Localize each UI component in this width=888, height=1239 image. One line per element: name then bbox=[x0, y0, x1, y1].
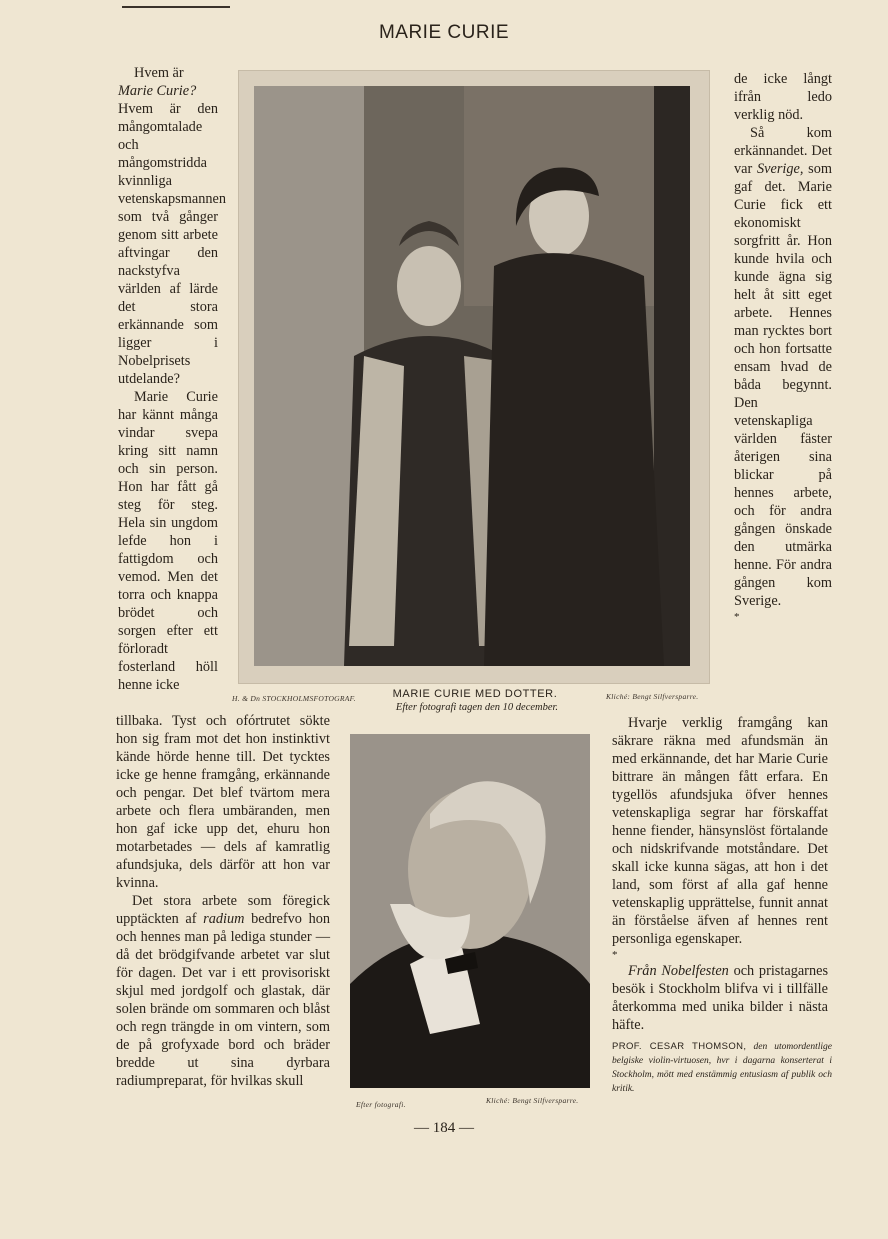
paragraph: Hvem är bbox=[134, 65, 184, 81]
photo-marie-curie-with-daughter bbox=[254, 86, 690, 666]
photo-cesar-thomson-portrait bbox=[350, 734, 590, 1088]
left-narrow-column bbox=[118, 64, 226, 694]
emphasis-nobelfesten: Från Nobelfesten bbox=[628, 963, 729, 979]
portrait-caption bbox=[612, 1040, 832, 1096]
emphasis-sverige: Sverige, bbox=[756, 161, 804, 177]
paragraph bbox=[116, 892, 330, 1090]
page-number: — 184 — bbox=[414, 1120, 474, 1136]
header-rule bbox=[122, 6, 230, 8]
cliche-credit: Kliché: Bengt Silfversparre. bbox=[606, 692, 699, 701]
cliche-credit: Kliché: Bengt Silfversparre. bbox=[486, 1096, 579, 1105]
text-span: Så kom erkännandet. Det var bbox=[734, 125, 832, 177]
text-span: bedrefvo hon och hennes man på lediga stunder — då det brödgifvande arbetet var slut för dagen. Det var i ett provisoriskt skjul med jordgolf och glastak, där solen brände om sommaren och blåst och regn trängde in om vintern, som de på grofyxade bord och bräder bredde ut sina dyrbara radiumpreparat, för hvilkas skull bbox=[116, 911, 331, 1089]
photo-caption-subtitle: Efter fotografi tagen den 10 december. bbox=[395, 702, 559, 713]
right-narrow-column bbox=[734, 70, 832, 624]
paragraph bbox=[612, 962, 828, 1034]
text-span: och pristagarnes besök i Stockholm blifva vi i tillfälle återkomma med unika bilder i nästa häfte. bbox=[612, 963, 829, 1033]
photo-credit: Efter fotografi. bbox=[356, 1100, 406, 1109]
left-wide-column bbox=[116, 712, 330, 1090]
page-title: MARIE CURIE bbox=[378, 22, 510, 43]
paragraph: de icke långt ifrån ledo verklig nöd. bbox=[734, 71, 832, 123]
right-wide-column bbox=[612, 714, 828, 1034]
paragraph bbox=[734, 124, 832, 610]
paragraph: Marie Curie har kännt många vindar svepa kring sitt namn och sin person. Hon har fått gå steg för steg. Hela sin ungdom lefde hon i fattigdom och vemod. Men det torra och knappa brödet och sorgen efter ett förloradt fosterland höll henne icke bbox=[118, 389, 218, 693]
paragraph: Hvarje verklig framgång kan säkrare räkna med afundsmän än med erkännande, det har Marie Curie bittrare än mången fått erfara. En tygellös afundsjuka öfver hennes vetenskapliga segrar har förskaffat henne fiender, hänsynslöst förtalande och nidskrifvande motståndare. Det skall icke kunna sägas, att hon i det land, som först af alla gaf henne vetenskaplig upprättelse, funnit annat än förståelse äfven af hennes rent personliga egenskaper. bbox=[612, 715, 828, 947]
emphasis-radium: radium bbox=[203, 911, 245, 927]
photo-caption-title: MARIE CURIE MED DOTTER. bbox=[392, 688, 558, 700]
section-divider: * bbox=[612, 949, 618, 961]
caption-name: PROF. CESAR THOMSON, bbox=[612, 1041, 747, 1052]
text-span: som gaf det. Marie Curie fick ett ekonomiskt sorgfritt år. Hon kunde hvila och kunde ägna sig helt åt sitt eget arbete. Hennes man rycktes bort och hon fortsatte ensam hvad de båda begynnt. Den vetenskapliga världen fäster återigen sina blickar på hennes arbete, och för andra gången önskade den utmärka henne. För andra gången kom Sverige. bbox=[734, 161, 832, 609]
photo-credit: H. & Dn STOCKHOLMSFOTOGRAF. bbox=[232, 694, 356, 703]
paragraph: Marie Curie? bbox=[118, 83, 197, 99]
text-span: Det stora arbete som föregick upptäckten af bbox=[116, 893, 330, 927]
paragraph: tillbaka. Tyst och ofórtrutet sökte hon sig fram mot det hon instinktivt kände hörde henne till. Det tycktes icke ge henne framgång, erkännande och pengar. Det blef tvärtom mera arbete och flera umbäranden, men hon gaf icke upp det, ehuru hon motarbetades — dels af kamratlig afundsjuka, dels därför att hon var kvinna. bbox=[116, 713, 330, 891]
section-divider: * bbox=[734, 611, 740, 623]
caption-text: den utomordentlige belgiske violin-virtuosen, hvr i dagarna konserterat i Stockholm, mött med enstämmig entusiasm af publik och kritik. bbox=[612, 1042, 832, 1094]
paragraph: Hvem är den mångomtalade och mångomstridda kvinnliga vetenskapsmannen som två gånger genom sitt arbete aftvingar den nackstyfva världen af lärde det stora erkännande som ligger i Nobelprisets utdelande? bbox=[118, 101, 226, 387]
